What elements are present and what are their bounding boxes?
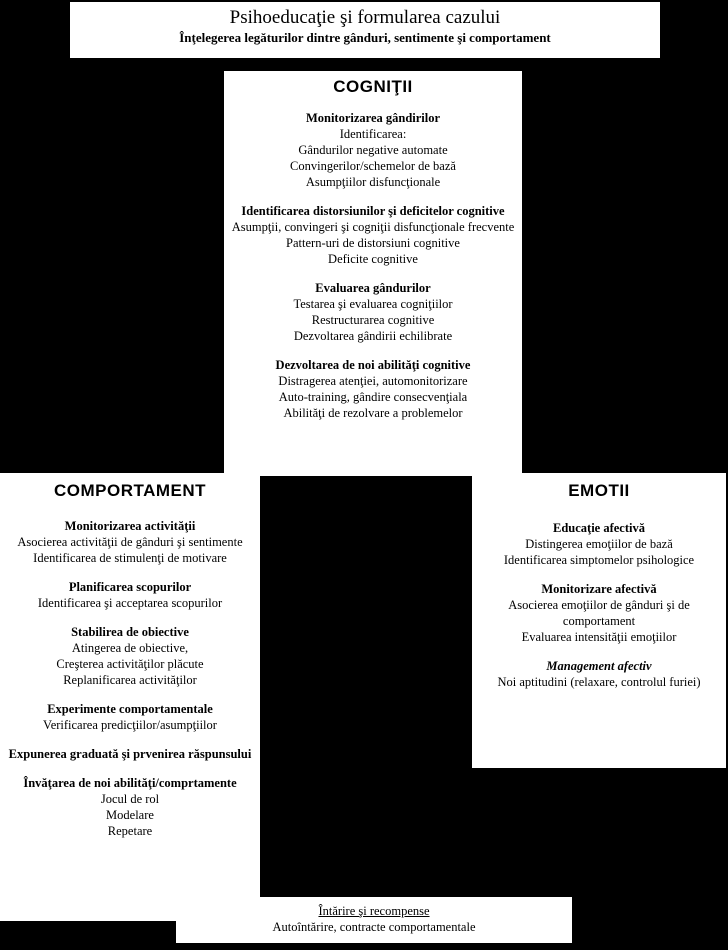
section-line: Verificarea predicţiilor/asumpţiilor bbox=[43, 718, 217, 732]
comportament-section bbox=[0, 776, 260, 839]
cognitii-heading: COGNIŢII bbox=[333, 77, 413, 96]
section-title: Expunerea graduată şi prvenirea răspunsului bbox=[8, 747, 252, 761]
section-line: Creşterea activităţilor plăcute bbox=[56, 657, 204, 671]
section-line: Identificarea şi acceptarea scopurilor bbox=[37, 596, 223, 610]
comportament-sections bbox=[0, 519, 260, 839]
section-title: Monitorizarea gândirilor bbox=[305, 111, 441, 125]
section-title: Monitorizare afectivă bbox=[541, 582, 657, 596]
section-line: Deficite cognitive bbox=[328, 252, 418, 266]
cognitii-sections bbox=[224, 111, 522, 421]
comportament-section bbox=[0, 702, 260, 733]
main-title: Psihoeducaţie şi formularea cazului bbox=[229, 7, 501, 28]
section-line: Jocul de rol bbox=[100, 792, 160, 806]
cognitii-section bbox=[224, 358, 522, 421]
section-line: Testarea şi evaluarea cogniţiilor bbox=[293, 297, 453, 311]
emotii-heading: EMOTII bbox=[568, 481, 630, 500]
section-line: Atingerea de obiective, bbox=[71, 641, 189, 655]
section-line: Asumpţii, convingeri şi cogniţii disfuncţionale frecvente bbox=[231, 220, 515, 234]
section-title: Management afectiv bbox=[546, 659, 652, 673]
cognitii-section bbox=[224, 111, 522, 190]
section-title: Învăţarea de noi abilităţi/comprtamente bbox=[23, 776, 237, 790]
section-line: Pattern-uri de distorsiuni cognitive bbox=[286, 236, 460, 250]
comportament-section bbox=[0, 625, 260, 688]
main-subtitle: Înţelegerea legăturilor dintre gânduri, sentimente şi comportament bbox=[179, 30, 551, 45]
emotii-section bbox=[472, 521, 726, 568]
section-line: Asocierea emoţiilor de gânduri şi de comportament bbox=[508, 598, 690, 628]
section-line: Modelare bbox=[106, 808, 154, 822]
section-line: Replanificarea activităţilor bbox=[63, 673, 197, 687]
section-line: Distragerea atenţiei, automonitorizare bbox=[278, 374, 468, 388]
section-line: Identificarea simptomelor psihologice bbox=[503, 553, 695, 567]
cognitii-box bbox=[224, 71, 522, 476]
section-title: Experimente comportamentale bbox=[47, 702, 213, 716]
section-line: Convingerilor/schemelor de bază bbox=[290, 159, 456, 173]
section-line: Asumpţiilor disfuncţionale bbox=[305, 175, 441, 189]
section-line: Distingerea emoţiilor de bază bbox=[525, 537, 673, 551]
title-box bbox=[70, 2, 660, 58]
section-line: Restructurarea cognitive bbox=[311, 313, 435, 327]
emotii-section bbox=[472, 659, 726, 690]
section-line: Identificarea de stimulenţi de motivare bbox=[33, 551, 227, 565]
section-line: Gândurilor negative automate bbox=[298, 143, 448, 157]
emotii-sections bbox=[472, 521, 726, 690]
section-line: Evaluarea intensităţii emoţiilor bbox=[521, 630, 677, 644]
cognitii-section bbox=[224, 204, 522, 267]
comportament-section bbox=[0, 747, 260, 762]
emotii-box bbox=[472, 473, 726, 768]
section-title: Identificarea distorsiunilor şi deficitelor cognitive bbox=[241, 204, 505, 218]
recompense-box bbox=[176, 897, 572, 943]
section-title: Monitorizarea activităţii bbox=[64, 519, 196, 533]
section-line: Dezvoltarea gândirii echilibrate bbox=[293, 329, 453, 343]
comportament-heading: COMPORTAMENT bbox=[53, 481, 207, 500]
section-title: Dezvoltarea de noi abilităţi cognitive bbox=[275, 358, 471, 372]
recompense-line: Autoîntărire, contracte comportamentale bbox=[272, 920, 476, 934]
comportament-box bbox=[0, 473, 260, 921]
section-line: Abilităţi de rezolvare a problemelor bbox=[283, 406, 463, 420]
section-line: Asocierea activităţii de gânduri şi sentimente bbox=[17, 535, 243, 549]
section-title: Evaluarea gândurilor bbox=[315, 281, 431, 295]
recompense-title: Întărire şi recompense bbox=[318, 904, 430, 918]
section-line: Auto-training, gândire consecvenţiala bbox=[278, 390, 468, 404]
emotii-section bbox=[472, 582, 726, 645]
section-title: Educaţie afectivă bbox=[553, 521, 645, 535]
section-title: Planificarea scopurilor bbox=[68, 580, 192, 594]
section-line: Repetare bbox=[107, 824, 153, 838]
section-line: Noi aptitudini (relaxare, controlul furiei) bbox=[497, 675, 701, 689]
section-title: Stabilirea de obiective bbox=[71, 625, 189, 639]
cognitii-section bbox=[224, 281, 522, 344]
comportament-section bbox=[0, 519, 260, 566]
section-line: Identificarea: bbox=[339, 127, 407, 141]
comportament-section bbox=[0, 580, 260, 611]
